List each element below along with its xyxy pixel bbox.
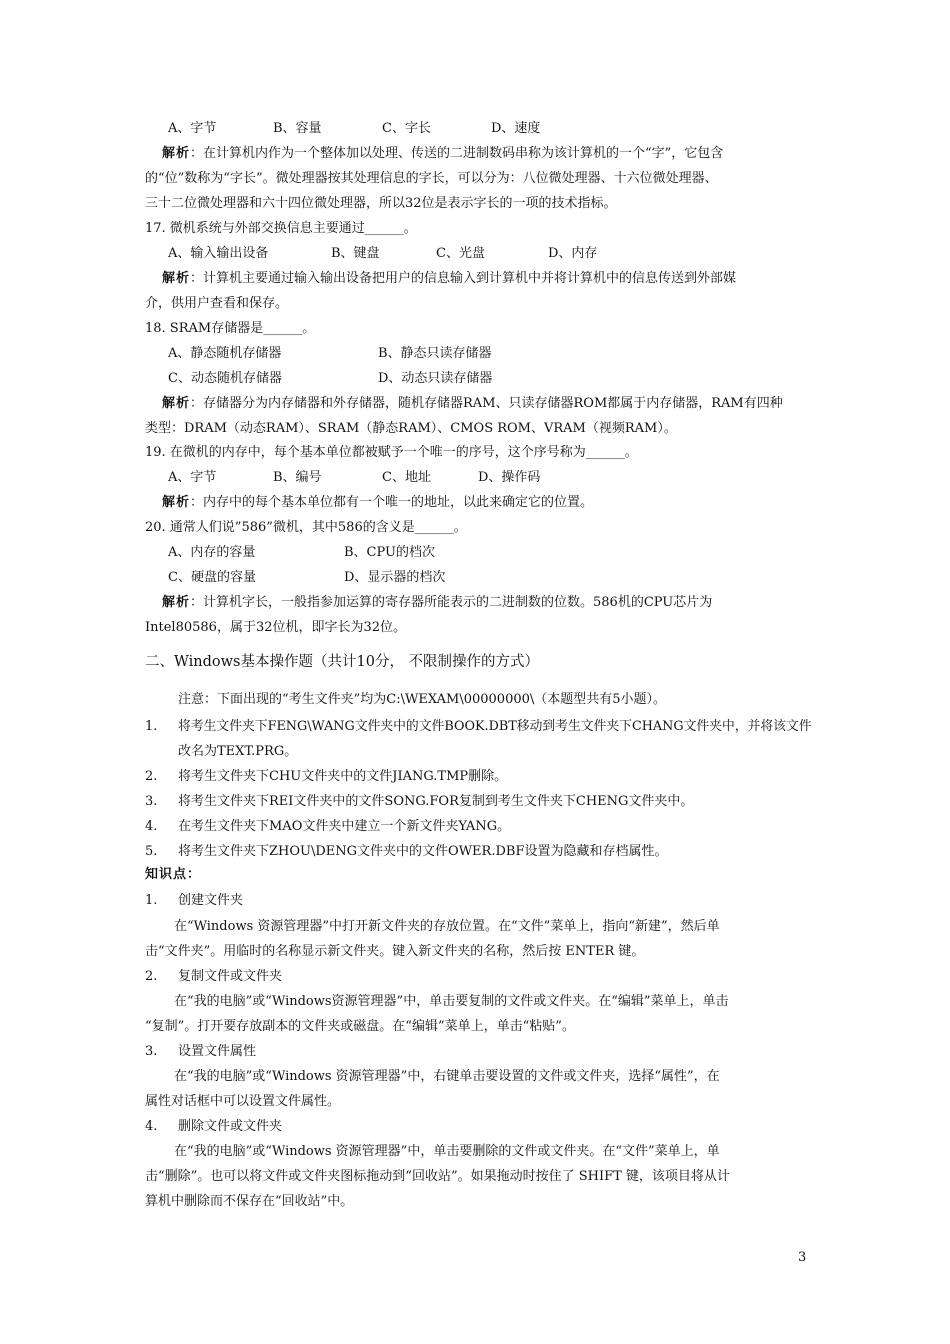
q20-option-a: A、内存的容量 bbox=[168, 545, 256, 560]
task-4-text: 在考生文件夹下MAO文件夹中建立一个新文件夹YANG。 bbox=[178, 819, 511, 834]
knowledge-3-line-2: 属性对话框中可以设置文件属性。 bbox=[145, 1094, 341, 1109]
q18-analysis-line-2: 类型：DRAM（动态RAM）、SRAM（静态RAM）、CMOS ROM、VRAM（视频RAM）。 bbox=[145, 421, 677, 436]
analysis-label: 解析 bbox=[162, 495, 191, 510]
task-2-number: 2. bbox=[145, 769, 158, 784]
q20-analysis-line-1: 解析：计算机字长，一般指参加运算的寄存器所能表示的二进制数的位数。586机的CPU芯片为 bbox=[162, 595, 713, 610]
q17-question: 17. 微机系统与外部交换信息主要通过______。 bbox=[145, 221, 417, 236]
knowledge-2-title: 复制文件或文件夹 bbox=[178, 969, 283, 984]
q17-analysis-line-2: 介，供用户查看和保存。 bbox=[145, 296, 289, 311]
task-1-text-continued: 改名为TEXT.PRG。 bbox=[178, 744, 298, 759]
task-1-number: 1. bbox=[145, 719, 158, 734]
analysis-label: 解析 bbox=[162, 146, 191, 161]
q20-option-b: B、CPU的档次 bbox=[344, 545, 435, 560]
page-number: 3 bbox=[798, 1250, 807, 1265]
knowledge-4-number: 4. bbox=[145, 1119, 158, 1134]
q17-analysis-line-1: 解析：计算机主要通过输入输出设备把用户的信息输入到计算机中并将计算机中的信息传送到外部媒 bbox=[162, 271, 737, 286]
task-4-number: 4. bbox=[145, 819, 158, 834]
q16-analysis-line-2: 的“位”数称为“字长”。微处理器按其处理信息的字长，可以分为：八位微处理器、十六位微处理器、 bbox=[145, 171, 718, 186]
knowledge-2-line-2: “复制”。打开要存放副本的文件夹或磁盘。在“编辑”菜单上，单击“粘贴”。 bbox=[145, 1019, 575, 1034]
task-5-text: 将考生文件夹下ZHOU\DENG文件夹中的文件OWER.DBF设置为隐藏和存档属性。 bbox=[178, 844, 668, 859]
q19-analysis-line-1: 解析：内存中的每个基本单位都有一个唯一的地址，以此来确定它的位置。 bbox=[162, 495, 594, 510]
task-1-text: 将考生文件夹下FENG\WANG文件夹中的文件BOOK.DBT移动到考生文件夹下CHANG文件夹中，并将该文件 bbox=[178, 719, 812, 734]
q18-option-d: D、动态只读存储器 bbox=[378, 371, 493, 386]
knowledge-1-line-2: 击“文件夹”。用临时的名称显示新文件夹。键入新文件夹的名称，然后按 ENTER 键。 bbox=[145, 944, 645, 959]
knowledge-1-number: 1. bbox=[145, 893, 158, 908]
q19-option-b: B、编号 bbox=[273, 470, 322, 485]
q19-question: 19. 在微机的内存中，每个基本单位都被赋予一个唯一的序号，这个序号称为______。 bbox=[145, 445, 638, 460]
task-3-number: 3. bbox=[145, 794, 158, 809]
knowledge-1-title: 创建文件夹 bbox=[178, 893, 244, 908]
section-2-title: 二、Windows基本操作题（共计10分， 不限制操作的方式） bbox=[145, 654, 540, 670]
q19-option-c: C、地址 bbox=[382, 470, 431, 485]
q18-option-b: B、静态只读存储器 bbox=[378, 346, 492, 361]
q17-option-c: C、光盘 bbox=[436, 246, 485, 261]
q16-analysis-line-3: 三十二位微处理器和六十四位微处理器，所以32位是表示字长的一项的技术指标。 bbox=[145, 196, 617, 211]
knowledge-3-title: 设置文件属性 bbox=[178, 1044, 257, 1059]
knowledge-4-line-2: 击“删除”。也可以将文件或文件夹图标拖动到“回收站”。如果拖动时按住了 SHIFT 键，该项目将从计 bbox=[145, 1169, 730, 1184]
knowledge-title: 知识点： bbox=[145, 867, 202, 882]
knowledge-4-line-1: 在“我的电脑”或“Windows 资源管理器”中，单击要删除的文件或文件夹。在“文件”菜单上，单 bbox=[174, 1144, 720, 1159]
q16-option-d: D、速度 bbox=[491, 121, 541, 136]
knowledge-4-title: 删除文件或文件夹 bbox=[178, 1119, 283, 1134]
task-3-text: 将考生文件夹下REI文件夹中的文件SONG.FOR复制到考生文件夹下CHENG文件夹中。 bbox=[178, 794, 694, 809]
analysis-label: 解析 bbox=[162, 396, 191, 411]
q20-option-d: D、显示器的档次 bbox=[344, 570, 446, 585]
q20-analysis-line-2: Intel80586，属于32位机，即字长为32位。 bbox=[145, 620, 407, 635]
knowledge-4-line-3: 算机中删除而不保存在“回收站”中。 bbox=[145, 1194, 354, 1209]
q19-option-d: D、操作码 bbox=[478, 470, 541, 485]
q16-option-a: A、字节 bbox=[168, 121, 217, 136]
analysis-label: 解析 bbox=[162, 595, 191, 610]
q17-option-d: D、内存 bbox=[548, 246, 598, 261]
q18-option-c: C、动态随机存储器 bbox=[168, 371, 282, 386]
knowledge-2-line-1: 在“我的电脑”或“Windows资源管理器”中，单击要复制的文件或文件夹。在“编辑”菜单上，单击 bbox=[174, 994, 729, 1009]
q20-option-c: C、硬盘的容量 bbox=[168, 570, 256, 585]
knowledge-3-line-1: 在“我的电脑”或“Windows 资源管理器”中，右键单击要设置的文件或文件夹，选择“属性”，在 bbox=[174, 1069, 720, 1084]
task-5-number: 5. bbox=[145, 844, 158, 859]
q16-option-b: B、容量 bbox=[273, 121, 322, 136]
q16-analysis-line-1: 解析：在计算机内作为一个整体加以处理、传送的二进制数码串称为该计算机的一个“字”，它包含 bbox=[162, 146, 724, 161]
knowledge-2-number: 2. bbox=[145, 969, 158, 984]
knowledge-1-line-1: 在“Windows 资源管理器”中打开新文件夹的存放位置。在“文件”菜单上，指向“新建”，然后单 bbox=[174, 919, 720, 934]
q18-question: 18. SRAM存储器是______。 bbox=[145, 321, 316, 336]
q18-option-a: A、静态随机存储器 bbox=[168, 346, 282, 361]
q19-option-a: A、字节 bbox=[168, 470, 217, 485]
q18-analysis-line-1: 解析：存储器分为内存储器和外存储器，随机存储器RAM、只读存储器ROM都属于内存储器，RAM有四种 bbox=[162, 396, 783, 411]
q17-option-b: B、键盘 bbox=[331, 246, 380, 261]
knowledge-3-number: 3. bbox=[145, 1044, 158, 1059]
task-2-text: 将考生文件夹下CHU文件夹中的文件JIANG.TMP删除。 bbox=[178, 769, 508, 784]
q17-option-a: A、输入输出设备 bbox=[168, 246, 269, 261]
q16-option-c: C、字长 bbox=[382, 121, 431, 136]
section-2-note: 注意：下面出现的“考生文件夹”均为C:\WEXAM\00000000\（本题型共有5小题）。 bbox=[178, 692, 667, 707]
q20-question: 20. 通常人们说”586”微机，其中586的含义是______。 bbox=[145, 520, 467, 535]
analysis-label: 解析 bbox=[162, 271, 191, 286]
